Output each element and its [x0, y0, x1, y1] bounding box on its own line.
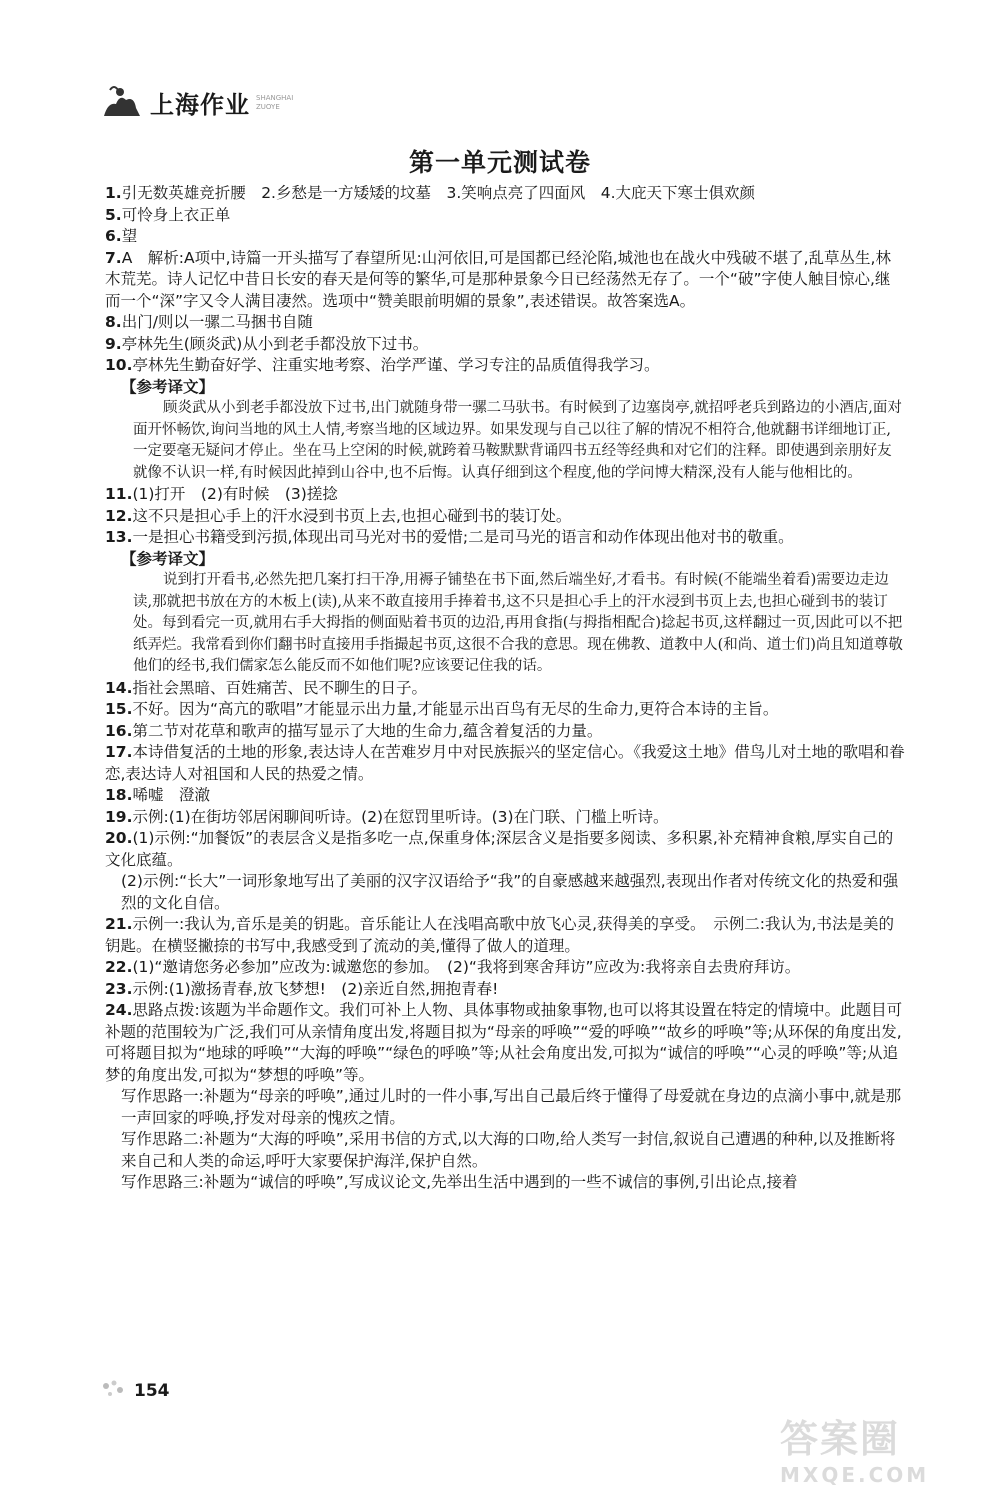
- writing-idea-1: 写作思路一:补题为“母亲的呼唤”,通过儿时的一件小事,写出自己最后终于懂得了母爱就在身边的点滴小事中,就是那一声回家的呼唤,抒发对母亲的愧疚之情。: [121, 1087, 902, 1127]
- answer-text: 亭林先生勤奋好学、注重实地考察、治学严谨、学习专注的品质值得我学习。: [132, 356, 660, 374]
- answer-number: 13.: [105, 528, 133, 546]
- answer-number: 23.: [105, 979, 133, 998]
- page-footer: [100, 1378, 170, 1404]
- answer-number: 15.: [105, 700, 133, 718]
- answer-item: [105, 183, 905, 205]
- answer-text: (1)打开 (2)有时候 (3)搓捻: [132, 485, 338, 503]
- answer-list-1: [105, 183, 905, 377]
- answer-item: [105, 914, 905, 957]
- answer-item: [105, 334, 905, 356]
- answer-number: 20.: [105, 829, 133, 847]
- cartoon-logo-icon: [96, 80, 148, 120]
- answer-item: [105, 312, 905, 334]
- watermark-url: MXQE.COM: [780, 1463, 930, 1487]
- answer-text: 不好。因为“高亢的歌唱”才能显示出力量,才能显示出百鸟有无尽的生命力,更符合本诗的主旨。: [132, 700, 779, 718]
- footer-decoration-icon: [100, 1378, 128, 1404]
- answer-text: 示例一:我认为,音乐是美的钥匙。音乐能让人在浅唱高歌中放飞心灵,获得美的享受。 示例二:我认为,书法是美的钥匙。在横竖撇捺的书写中,我感受到了流动的美,懂得了做人的道理。: [105, 915, 894, 955]
- reference-translation-text: 说到打开看书,必然先把几案打扫干净,用褥子铺垫在书下面,然后端坐好,才看书。有时候(不能端坐着看)需要边走边读,那就把书放在方的木板上(读),从来不敢直接用手捧着书,这不只是担心手上的汗水浸到书页上去,也担心碰到书的装订处。每到看完一页,就用右手大拇指的侧面贴着书页的边沿,再用食指(与拇指相配合)捻起书页,这样翻过一页,因此可以不把纸弄烂。我常看到你们翻书时直接用手指撮起书页,这很不合我的意思。现在佛教、道教中人(和尚、道士们)尚且知道尊敬他们的经书,我们儒家怎么能反而不如他们呢?应该要记住我的话。: [133, 572, 903, 674]
- answer-text: 引无数英雄竞折腰 2.乡愁是一方矮矮的坟墓 3.笑响点亮了四面风 4.大庇天下寒士俱欢颜: [121, 184, 756, 202]
- logo-subtext: SHANGHAI ZUOYE: [256, 94, 294, 111]
- answer-text: 示例:(1)在街坊邻居闲聊间听诗。(2)在愆罚里听诗。(3)在门联、门槛上听诗。: [132, 807, 669, 826]
- answer-number: 5.: [105, 205, 122, 224]
- answer-text: 亭林先生(顾炎武)从小到老手都没放下过书。: [121, 334, 429, 353]
- answer-item: [105, 1000, 905, 1086]
- answer-text: 望: [121, 227, 138, 245]
- answer-item: [105, 828, 905, 871]
- answer-text: 可怜身上衣正单: [121, 205, 231, 224]
- answer-number: 16.: [105, 721, 133, 740]
- answer-text: (1)“邀请您务必参加”应改为:诚邀您的参加。 (2)“我将到寒舍拜访”应改为:我将亲自去贵府拜访。: [132, 958, 801, 976]
- writing-idea-2: 写作思路二:补题为“大海的呼唤”,采用书信的方式,以大海的口吻,给人类写一封信,叙说自己遭遇的种种,以及推断将来自己和人类的命运,呼吁大家要保护海洋,保护自然。: [121, 1130, 896, 1170]
- watermark-text: 答案圈: [780, 1417, 901, 1461]
- answer-item: [105, 742, 905, 785]
- answer-number: 14.: [105, 678, 133, 697]
- answer-item: [105, 699, 905, 721]
- answer-number: 8.: [105, 313, 122, 331]
- answer-text: 示例:(1)激扬青春,放飞梦想! (2)亲近自然,拥抱青春!: [132, 979, 499, 998]
- page-number: 154: [134, 1381, 170, 1401]
- answer-text: (1)示例:“加餐饭”的表层含义是指多吃一点,保重身体;深层含义是指要多阅读、多积累,补充精神食粮,厚实自己的文化底蕴。: [105, 829, 894, 869]
- answer-number: 19.: [105, 807, 133, 826]
- answer-number: 21.: [105, 915, 133, 933]
- answer-item: [105, 785, 905, 807]
- reference-translation-label: 【参考译文】: [121, 549, 215, 568]
- answer-list-4: [105, 914, 905, 1086]
- answer-item: [105, 484, 905, 506]
- answer-number: 22.: [105, 958, 133, 976]
- answer-item: [105, 979, 905, 1001]
- answer-text: 这不只是担心手上的汗水浸到书页上去,也担心碰到书的装订处。: [132, 506, 572, 525]
- answer-text: 唏嘘 澄澈: [132, 786, 210, 804]
- answer-number: 6.: [105, 227, 122, 245]
- answer-item: [105, 226, 905, 248]
- logo-text: 上海作业: [150, 90, 250, 119]
- answer-text: 第二节对花草和歌声的描写显示了大地的生命力,蕴含着复活的力量。: [132, 721, 603, 740]
- answer-number: 1.: [105, 184, 122, 202]
- answer-item: [105, 807, 905, 829]
- reference-translation-label: 【参考译文】: [121, 377, 215, 396]
- writing-idea-3: 写作思路三:补题为“诚信的呼唤”,写成议论文,先举出生活中遇到的一些不诚信的事例,引出论点,接着: [121, 1173, 798, 1191]
- answer-text: 一是担心书籍受到污损,体现出司马光对书的爱惜;二是司马光的语言和动作体现出他对书的敬重。: [132, 528, 794, 546]
- answer-number: 10.: [105, 356, 133, 374]
- answer-item: [105, 678, 905, 700]
- answer-item: [105, 248, 905, 313]
- answer-item: [105, 355, 905, 377]
- answer-content: [105, 183, 905, 1194]
- answer-number: 17.: [105, 743, 133, 761]
- site-watermark: [780, 1408, 985, 1487]
- page-title: 第一单元测试卷: [408, 148, 591, 177]
- answer-number: 9.: [105, 334, 122, 353]
- answer-text: 本诗借复活的土地的形象,表达诗人在苦难岁月中对民族振兴的坚定信心。《我爱这土地》借鸟儿对土地的歌唱和眷恋,表达诗人对祖国和人民的热爱之情。: [105, 743, 905, 783]
- answer-text: 思路点拨:该题为半命题作文。我们可补上人物、具体事物或抽象事物,也可以将其设置在特定的情境中。此题目可补题的范围较为广泛,我们可从亲情角度出发,将题目拟为“母亲的呼唤”“爱的呼唤”“故乡的呼唤”等;从环保的角度出发,可将题目拟为“地球的呼唤”“大海的呼唤”“绿色的呼唤”等;从社会角度出发,可拟为“诚信的呼唤”“心灵的呼唤”等;从追梦的角度出发,可拟为“梦想的呼唤”等。: [105, 1001, 903, 1084]
- answer-item: [105, 721, 905, 743]
- reference-translation-text: 顾炎武从小到老手都没放下过书,出门就随身带一骡二马驮书。有时候到了边塞岗亭,就招呼老兵到路边的小酒店,面对面开怀畅饮,询问当地的风土人情,考察当地的区域边界。如果发现与自己以往了解的情况不相符合,他就翻书详细地订正,一定要毫无疑问才停止。坐在马上空闲的时候,就跨着马鞍默默背诵四书五经等经典和对它们的注释。即使遇到亲朋好友就像不认识一样,有时候因此掉到山谷中,也不后悔。认真仔细到这个程度,他的学问博大精深,没有人能与他相比的。: [133, 400, 902, 481]
- answer-number: 12.: [105, 506, 133, 525]
- answer-text: 指社会黑暗、百姓痛苦、民不聊生的日子。: [132, 678, 427, 697]
- answer-item: [105, 205, 905, 227]
- answer-20-part-2: (2)示例:“长大”一词形象地写出了美丽的汉字汉语给予“我”的自豪感越来越强烈,表现出作者对传统文化的热爱和强烈的文化自信。: [121, 872, 899, 912]
- answer-number: 18.: [105, 786, 133, 804]
- answer-number: 7.: [105, 248, 122, 267]
- answer-text: 出门/则以一骡二马捆书自随: [121, 313, 313, 331]
- answer-list-2: [105, 484, 905, 549]
- answer-list-3: [105, 678, 905, 872]
- answer-item: [105, 506, 905, 528]
- answer-item: [105, 527, 905, 549]
- page-header: [96, 70, 306, 120]
- answer-item: [105, 957, 905, 979]
- answer-number: 11.: [105, 485, 133, 503]
- answer-number: 24.: [105, 1001, 133, 1019]
- answer-text: A 解析:A项中,诗篇一开头描写了春望所见:山河依旧,可是国都已经沦陷,城池也在战火中残破不堪了,乱草丛生,林木荒芜。诗人记忆中昔日长安的春天是何等的繁华,可是那种景象今日已经荡然无存了。一个“破”字使人触目惊心,继而一个“深”字又令人满目凄然。选项中“赞美眼前明媚的景象”,表述错误。故答案选A。: [105, 248, 891, 310]
